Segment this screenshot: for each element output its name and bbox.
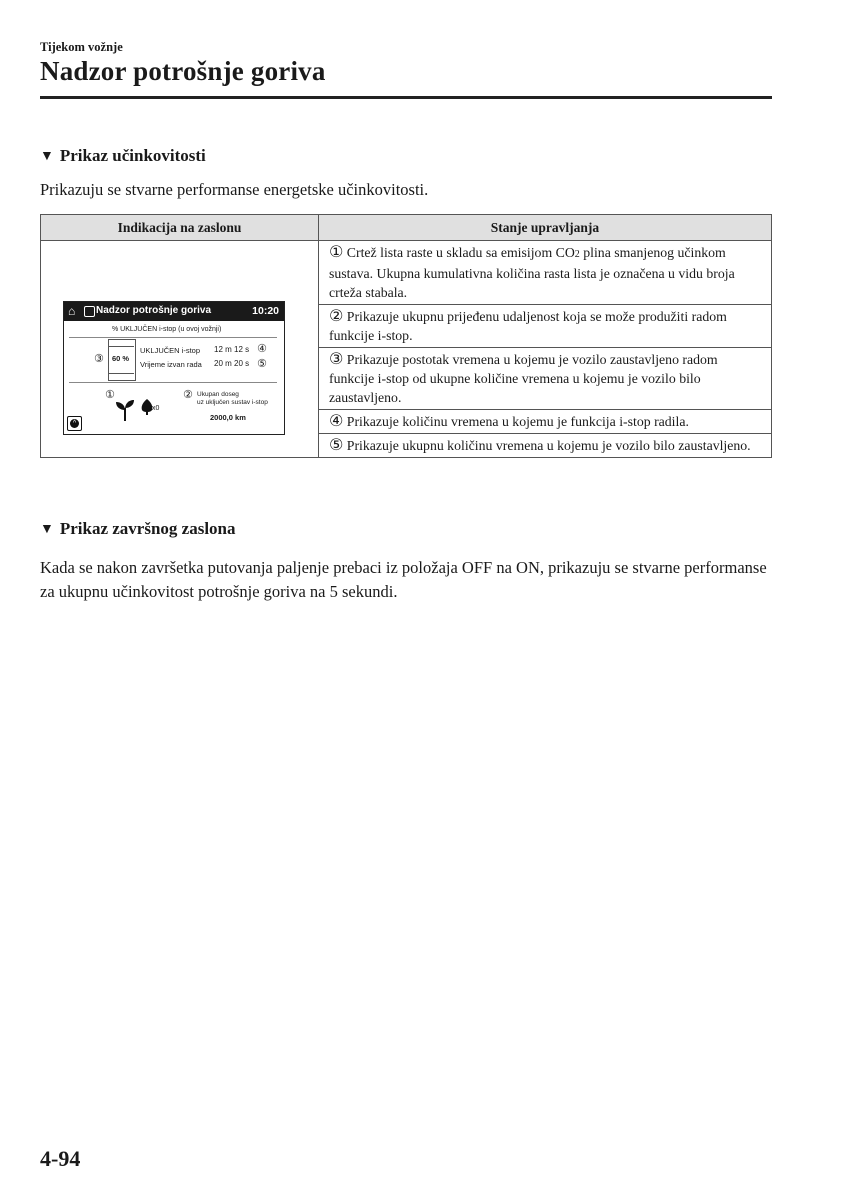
range-label-1: Ukupan doseg xyxy=(197,391,239,398)
callout-number: ③ xyxy=(329,349,344,368)
page-title: Nadzor potrošnje goriva xyxy=(40,56,326,86)
state-cell xyxy=(319,305,772,348)
final-screen-heading xyxy=(40,519,236,539)
callout-2: ② xyxy=(183,388,193,401)
state-text: Prikazuje količinu vremena u kojemu je funkcija i-stop radila. xyxy=(343,414,689,429)
callout-1: ① xyxy=(105,388,115,401)
state-cell xyxy=(319,241,772,305)
callout-number: ① xyxy=(329,242,344,261)
screen-header xyxy=(64,302,284,321)
screen-title: Nadzor potrošnje goriva xyxy=(96,305,212,316)
title-rule xyxy=(40,96,772,99)
state-text: Prikazuje ukupnu količinu vremena u kojemu je vozilo bilo zaustavljeno. xyxy=(343,438,751,453)
range-value: 2000,0 km xyxy=(210,413,246,422)
callout-4: ④ xyxy=(257,342,267,355)
state-text: Crtež lista raste u skladu sa emisijom CO xyxy=(343,245,575,260)
state-cell xyxy=(319,348,772,410)
efficiency-heading xyxy=(40,146,206,166)
state-text: Prikazuje postotak vremena u kojemu je vozilo zaustavljeno radom funkcije i-stop od ukupne količine vremena u kojemu je vozilo bilo zaustavljeno. xyxy=(329,352,718,405)
section-label: Tijekom vožnje xyxy=(40,40,123,54)
subscript-text: 2 xyxy=(574,249,580,260)
home-icon: ⌂ xyxy=(68,304,76,318)
state-text: Prikazuje ukupnu prijeđenu udaljenost koja se može produžiti radom funkcije i-stop. xyxy=(329,309,727,343)
screen-clock: 10:20 xyxy=(252,305,279,317)
back-button[interactable] xyxy=(67,416,82,431)
efficiency-intro: Prikazuju se stvarne performanse energetske učinkovitosti. xyxy=(40,180,429,199)
callout-5: ⑤ xyxy=(257,357,267,370)
triangle-bullet-icon: ▼ xyxy=(40,149,54,164)
triangle-bullet-icon: ▼ xyxy=(40,522,54,537)
tree-count: x0 xyxy=(152,405,160,412)
istop-percent-label: % UKLJUČEN i-stop (u ovoj vožnji) xyxy=(112,326,222,333)
screen-divider xyxy=(69,382,277,383)
state-cell xyxy=(319,410,772,434)
column-header-state: Stanje upravljanja xyxy=(319,215,772,241)
screen-divider xyxy=(69,337,277,338)
column-header-display: Indikacija na zaslonu xyxy=(41,215,319,241)
table-row xyxy=(41,241,772,305)
final-screen-text: Kada se nakon završetka putovanja paljenje prebaci iz položaja OFF na ON, prikazuju se stvarne performanse za ukupnu učinkovitost potrošnje goriva na 5 sekundi. xyxy=(40,558,767,601)
table-header-row xyxy=(41,215,772,241)
range-label-2: uz uključen sustav i-stop xyxy=(197,399,268,406)
efficiency-table xyxy=(40,214,772,458)
chevron-up-icon: ^ xyxy=(70,419,79,428)
stopped-time-value: 20 m 20 s xyxy=(214,359,250,368)
page-number: 4-94 xyxy=(40,1146,81,1171)
state-cell xyxy=(319,434,772,458)
callout-3: ③ xyxy=(94,352,104,365)
stopped-time-label: Vrijeme izvan rada xyxy=(140,360,202,369)
leaf-icon xyxy=(114,396,136,422)
display-screen xyxy=(63,301,285,435)
screen-illustration-cell xyxy=(41,241,319,458)
callout-number: ④ xyxy=(329,411,344,430)
istop-on-label: UKLJUČEN i-stop xyxy=(140,346,201,355)
callout-number: ② xyxy=(329,306,344,325)
efficiency-heading-text: Prikaz učinkovitosti xyxy=(59,146,206,165)
callout-number: ⑤ xyxy=(329,435,344,454)
fuel-monitor-icon xyxy=(84,306,95,317)
istop-percent: 60 % xyxy=(112,354,130,363)
istop-on-value: 12 m 12 s xyxy=(214,345,250,354)
state-text: plina smanjenog učinkom sustava. Ukupna kumulativna količina rasta lista je označena u vidu broja crteža stabala. xyxy=(329,245,735,300)
final-screen-heading-text: Prikaz završnog zaslona xyxy=(59,519,236,538)
